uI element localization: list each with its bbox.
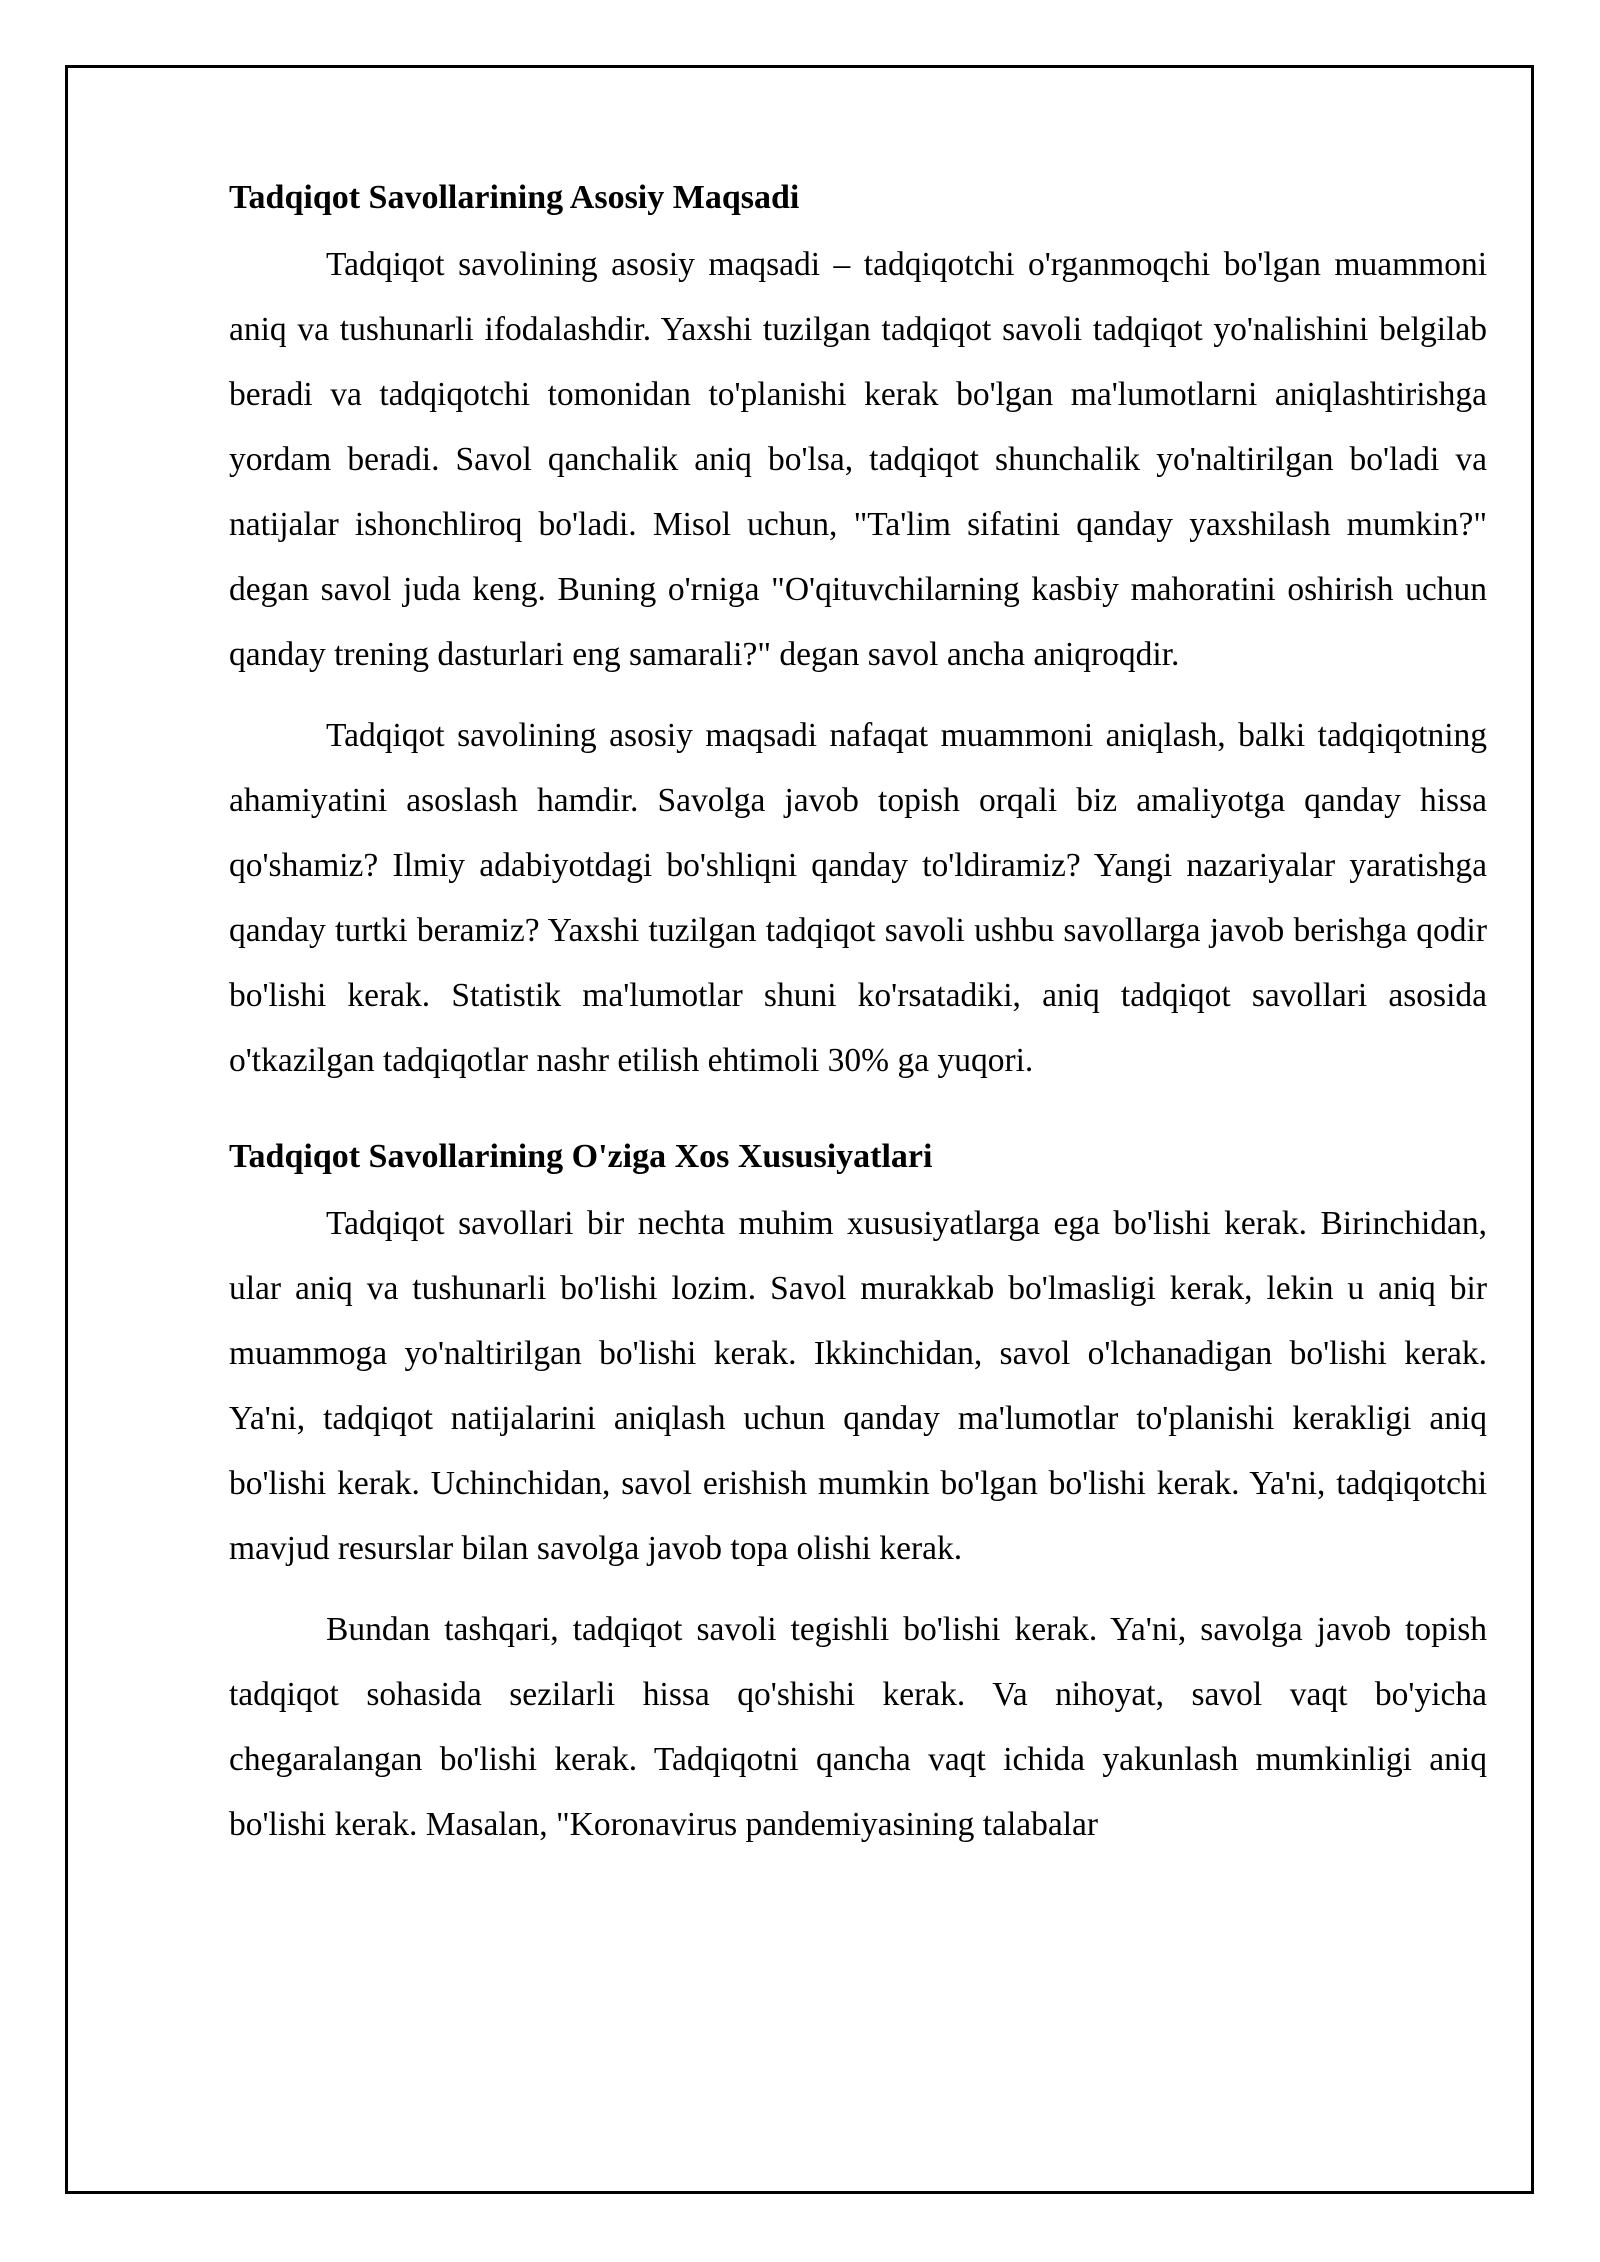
document-body bbox=[229, 168, 1487, 1873]
paragraph: Tadqiqot savolining asosiy maqsadi nafaqat muammoni aniqlash, balki tadqiqotning ahamiyatini asoslash hamdir. Savolga javob topish orqali biz amaliyotga qanday hissa qo'shamiz? Ilmiy adabiyotdagi bo'shliqni qanday to'ldiramiz? Yangi nazariyalar yaratishga qanday turtki beramiz? Yaxshi tuzilgan tadqiqot savoli ushbu savollarga javob berishga qodir bo'lishi kerak. Statistik ma'lumotlar shuni ko'rsatadiki, aniq tadqiqot savollari asosida o'tkazilgan tadqiqotlar nashr etilish ehtimoli 30% ga yuqori. bbox=[229, 717, 1487, 1079]
section-heading-characteristics: Tadqiqot Savollarining O'ziga Xos Xususiyatlari bbox=[229, 1138, 933, 1175]
paragraph: Tadqiqot savollari bir nechta muhim xususiyatlarga ega bo'lishi kerak. Birinchidan, ular aniq va tushunarli bo'lishi lozim. Savol murakkab bo'lmasligi kerak, lekin u aniq bir muammoga yo'naltirilgan bo'lishi kerak. Ikkinchidan, savol o'lchanadigan bo'lishi kerak. Ya'ni, tadqiqot natijalarini aniqlash uchun qanday ma'lumotlar to'planishi kerakligi aniq bo'lishi kerak. Uchinchidan, savol erishish mumkin bo'lgan bo'lishi kerak. Ya'ni, tadqiqotchi mavjud resurslar bilan savolga javob topa olishi kerak. bbox=[229, 1205, 1487, 1567]
section-heading-main-purpose: Tadqiqot Savollarining Asosiy Maqsadi bbox=[229, 179, 800, 216]
paragraph: Bundan tashqari, tadqiqot savoli tegishli bo'lishi kerak. Ya'ni, savolga javob topish tadqiqot sohasida sezilarli hissa qo'shishi kerak. Va nihoyat, savol vaqt bo'yicha chegaralangan bo'lishi kerak. Tadqiqotni qancha vaqt ichida yakunlash mumkinligi aniq bo'lishi kerak. Masalan, "Koronavirus pandemiyasining talabalar bbox=[229, 1611, 1487, 1843]
paragraph: Tadqiqot savolining asosiy maqsadi – tadqiqotchi o'rganmoqchi bo'lgan muammoni aniq va tushunarli ifodalashdir. Yaxshi tuzilgan tadqiqot savoli tadqiqot yo'nalishini belgilab beradi va tadqiqotchi tomonidan to'planishi kerak bo'lgan ma'lumotlarni aniqlashtirishga yordam beradi. Savol qanchalik aniq bo'lsa, tadqiqot shunchalik yo'naltirilgan bo'ladi va natijalar ishonchliroq bo'ladi. Misol uchun, "Ta'lim sifatini qanday yaxshilash mumkin?" degan savol juda keng. Buning o'rniga "O'qituvchilarning kasbiy mahoratini oshirish uchun qanday trening dasturlari eng samarali?" degan savol ancha aniqroqdir. bbox=[229, 246, 1487, 673]
